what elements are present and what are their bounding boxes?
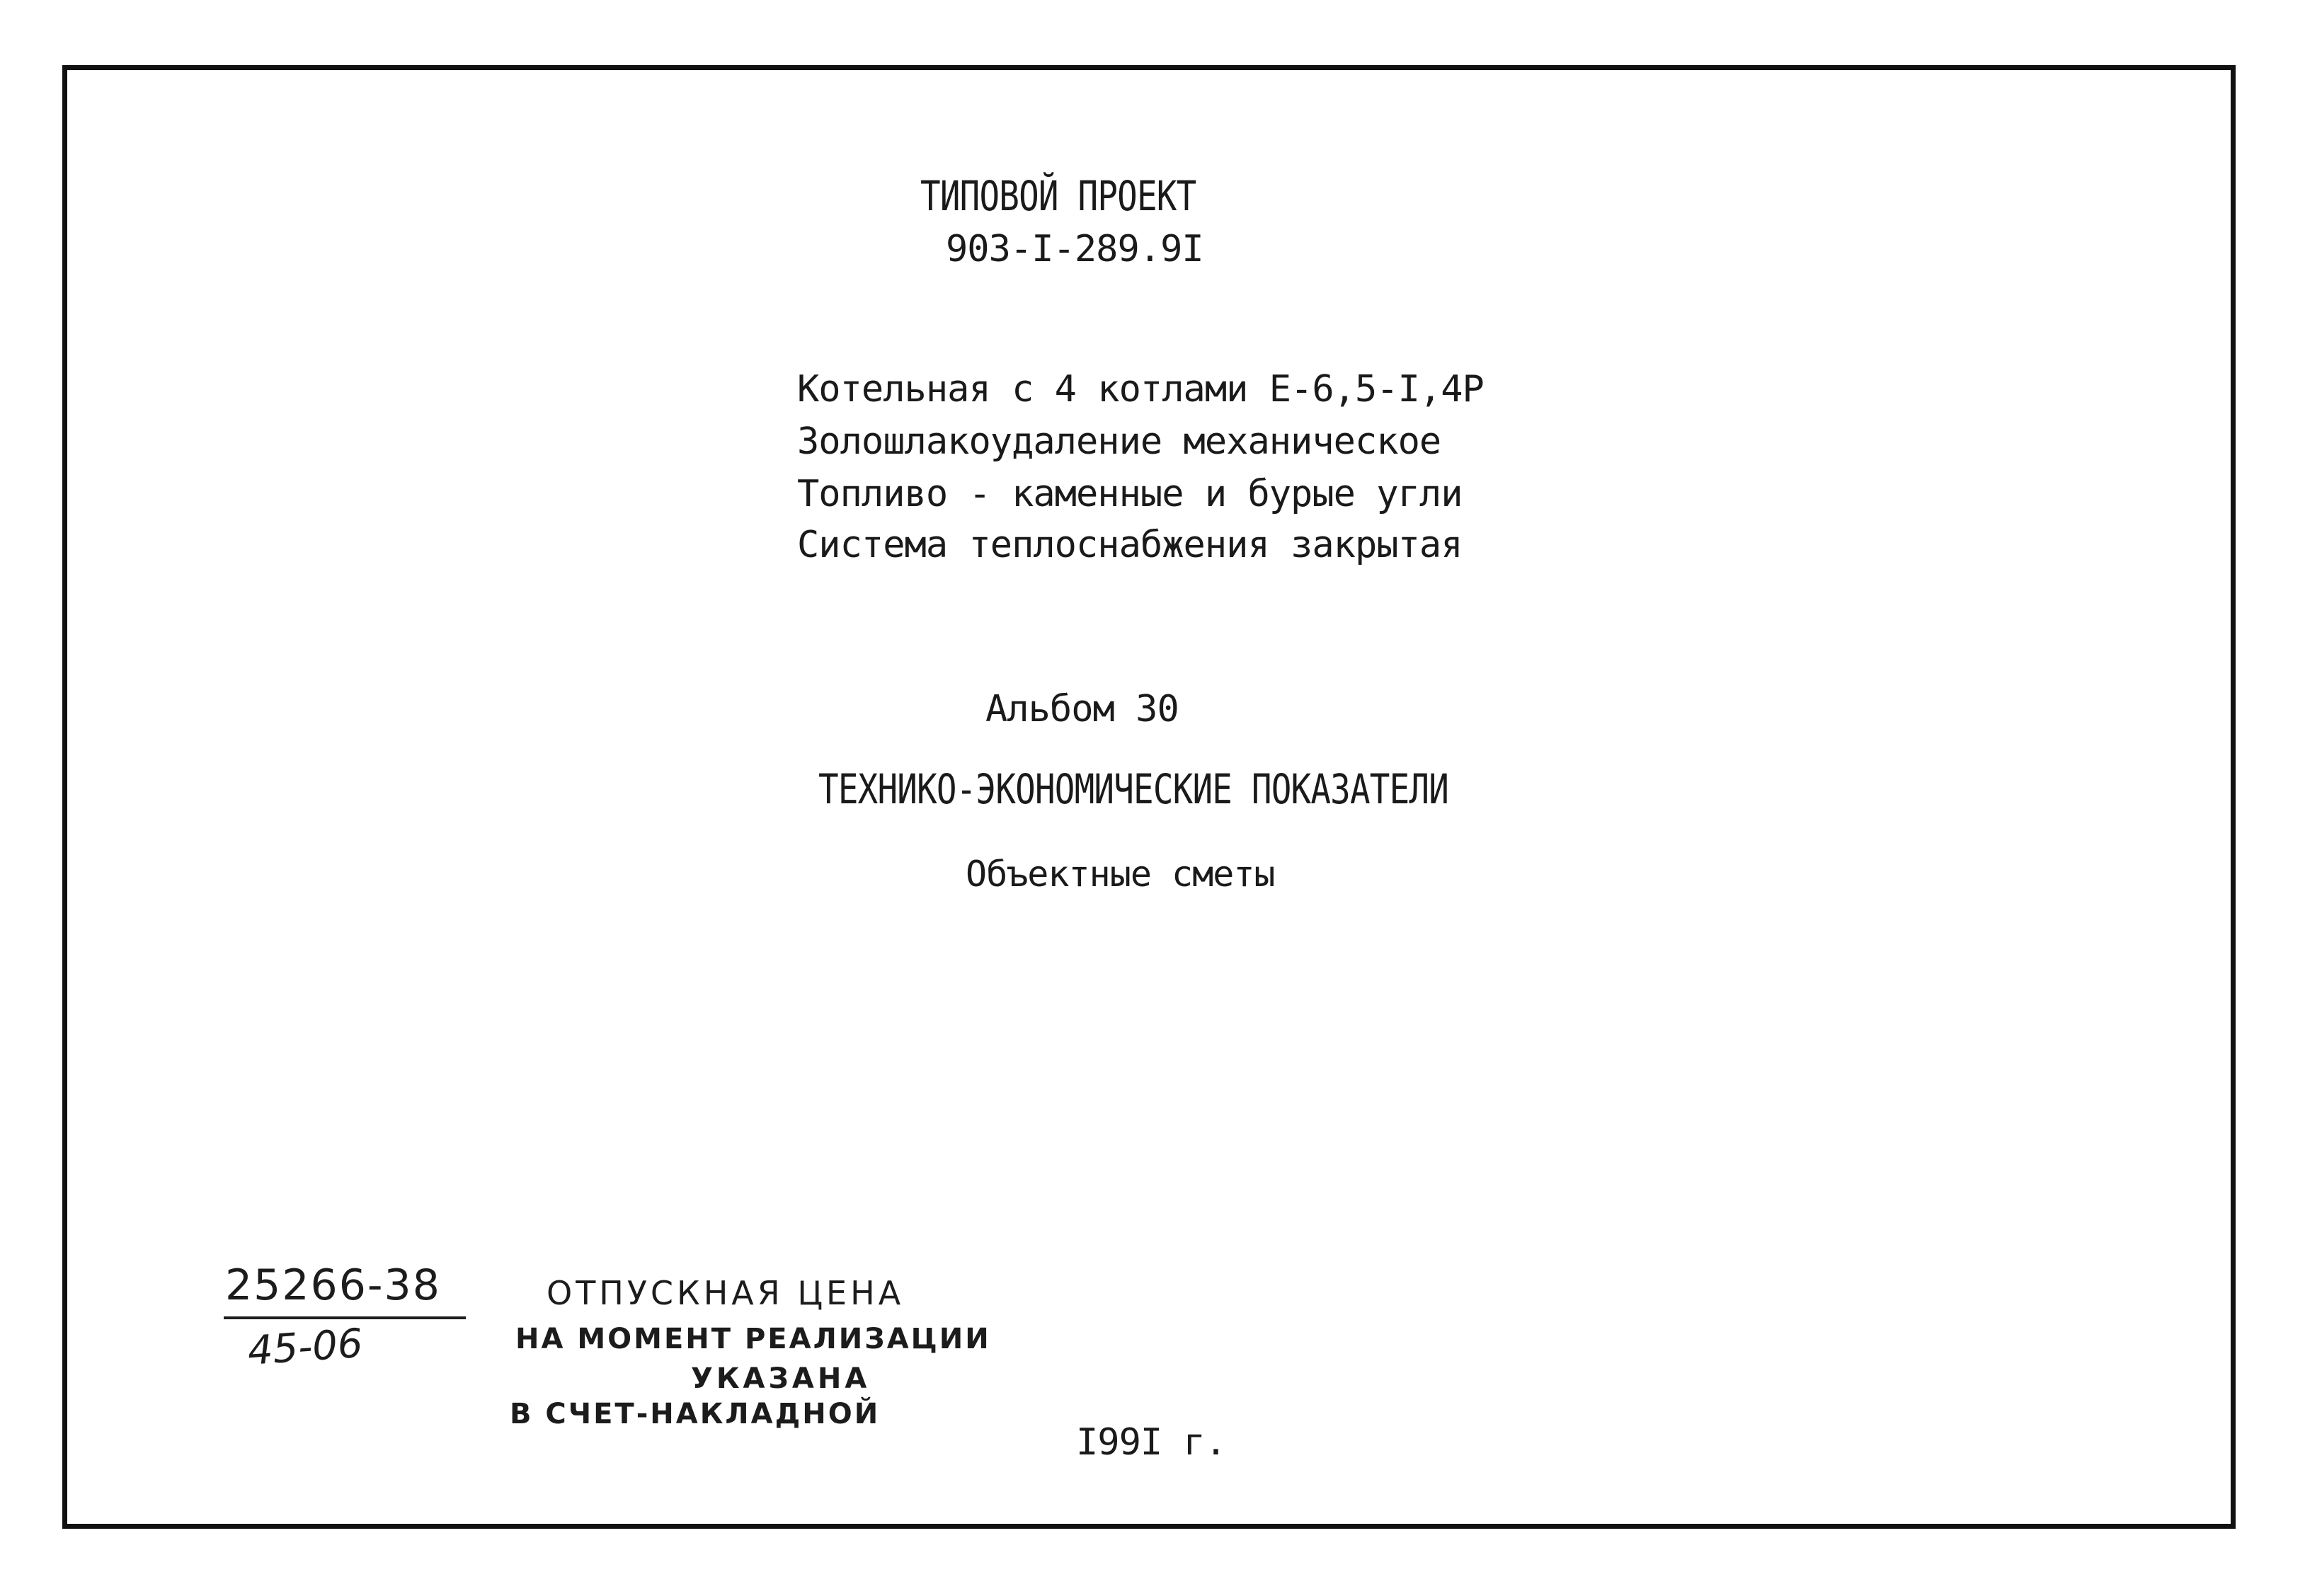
- price-note-line: В СЧЕТ-НАКЛАДНОЙ: [510, 1398, 881, 1430]
- price-note-line: ОТПУСКНАЯ ЦЕНА: [547, 1274, 905, 1312]
- description-line: Золошлакоудаление механическое: [797, 420, 1441, 463]
- project-number: 903-I-289.9I: [946, 228, 1203, 270]
- price-note-line: УКАЗАНА: [691, 1362, 871, 1395]
- description-line: Система теплоснабжения закрытая: [797, 524, 1463, 566]
- publication-year: I99I г.: [1076, 1421, 1227, 1464]
- document-title: ТИПОВОЙ ПРОЕКТ: [920, 172, 1196, 220]
- section-title: ТЕХНИКО-ЭКОНОМИЧЕСКИЕ ПОКАЗАТЕЛИ: [818, 765, 1449, 813]
- catalog-number: 25266-38: [225, 1261, 441, 1310]
- price-note-line: НА МОМЕНТ РЕАЛИЗАЦИИ: [515, 1323, 991, 1355]
- album-label: Альбом 30: [985, 688, 1179, 730]
- catalog-number-underline: [224, 1316, 466, 1319]
- sub-number: 45-06: [246, 1320, 365, 1374]
- description-line: Топливо - каменные и бурые угли: [797, 473, 1463, 515]
- album-subtitle: Объектные сметы: [966, 854, 1275, 895]
- description-line: Котельная с 4 котлами Е-6,5-I,4Р: [797, 368, 1484, 411]
